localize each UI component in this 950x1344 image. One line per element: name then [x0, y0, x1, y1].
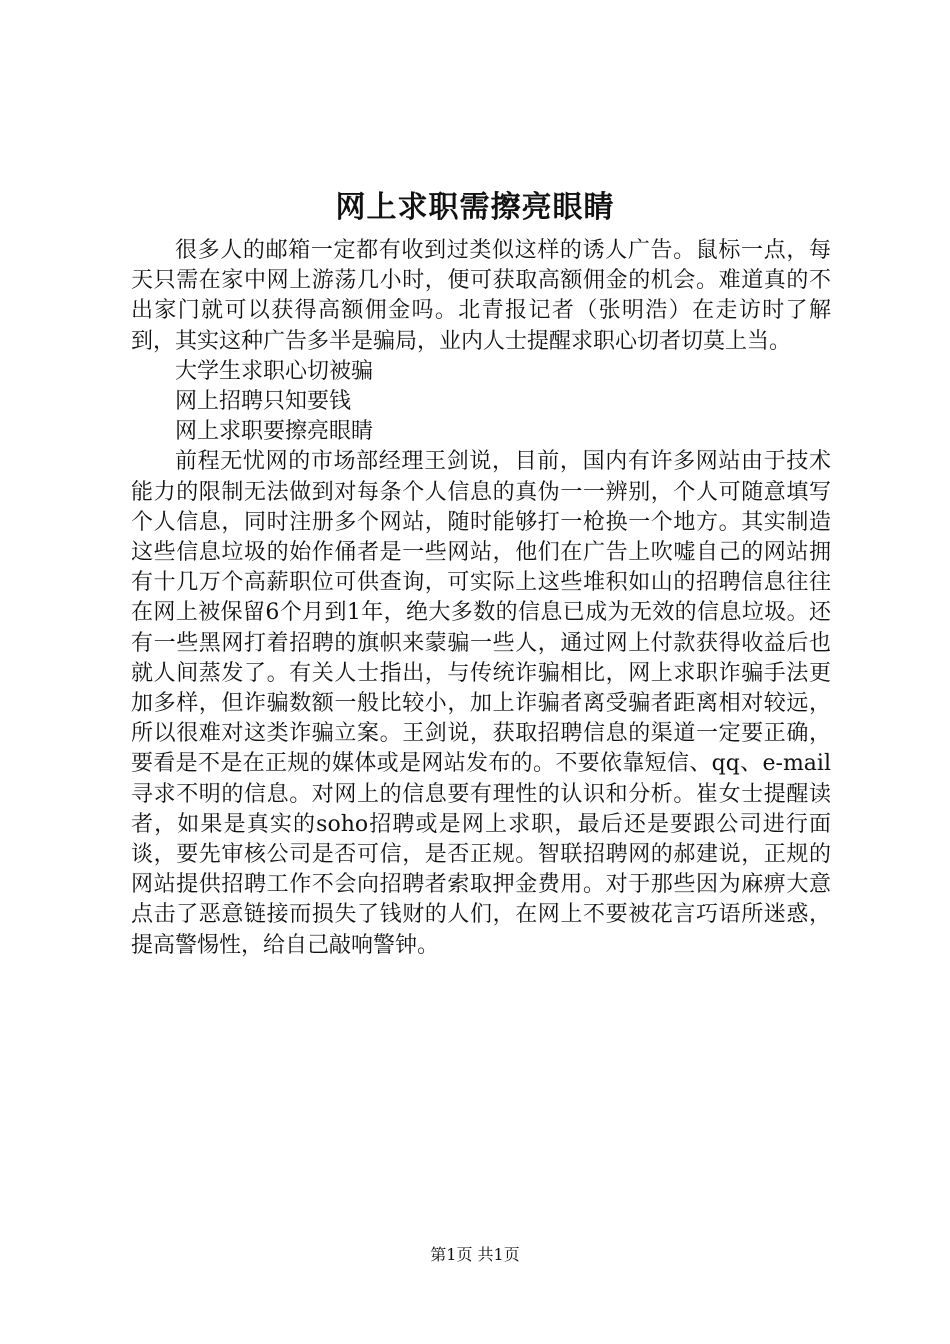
page-footer: 第1页 共1页 [430, 1245, 520, 1264]
subheading-1: 大学生求职心切被骗 [175, 358, 374, 384]
subheading-3: 网上求职要擦亮眼睛 [175, 419, 374, 445]
body-paragraph-intro: 很多人的邮箱一定都有收到过类似这样的诱人广告。鼠标一点，每天只需在家中网上游荡几小时，便可获取高额佣金的机会。难道真的不出家门就可以获得高额佣金吗。北青报记者（张明浩）在走访时了解到，其实这种广告多半是骗局，业内人士提醒求职心切者切莫上当。 [131, 238, 831, 354]
document-body [131, 236, 831, 961]
document-title: 网上求职需擦亮眼睛 [335, 190, 615, 225]
body-paragraph-main: 前程无忧网的市场部经理王剑说，目前，国内有许多网站由于技术能力的限制无法做到对每条个人信息的真伪一一辨别，个人可随意填写个人信息，同时注册多个网站，随时能够打一枪换一个地方。其实制造这些信息垃圾的始作俑者是一些网站，他们在广告上吹嘘自己的网站拥有十几万个高薪职位可供查询，可实际上这些堆积如山的招聘信息往往在网上被保留6个月到1年，绝大多数的信息已成为无效的信息垃圾。还有一些黑网打着招聘的旗帜来蒙骗一些人，通过网上付款获得收益后也就人间蒸发了。有关人士指出，与传统诈骗相比，网上求职诈骗手法更加多样，但诈骗数额一般比较小，加上诈骗者离受骗者距离相对较远，所以很难对这类诈骗立案。王剑说，获取招聘信息的渠道一定要正确，要看是不是在正规的媒体或是网站发布的。不要依靠短信、qq、e-mail寻求不明的信息。对网上的信息要有理性的认识和分析。崔女士提醒读者，如果是真实的soho招聘或是网上求职，最后还是要跟公司进行面谈，要先审核公司是否可信，是否正规。智联招聘网的郝建说，正规的网站提供招聘工作不会向招聘者索取押金费用。对于那些因为麻痹大意点击了恶意链接而损失了钱财的人们，在网上不要被花言巧语所迷惑，提高警惕性，给自己敲响警钟。 [131, 449, 831, 958]
subheading-2: 网上招聘只知要钱 [175, 389, 352, 415]
